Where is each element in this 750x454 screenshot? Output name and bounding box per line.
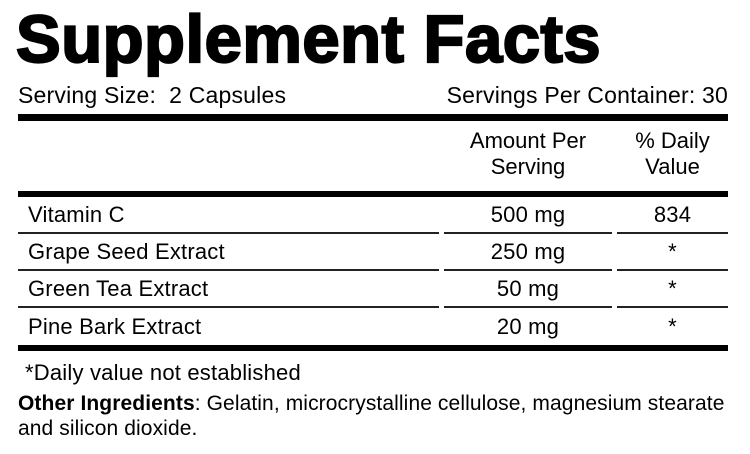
ingredient-name: Green Tea Extract (18, 271, 439, 308)
ingredient-name: Pine Bark Extract (28, 313, 202, 339)
table-row (18, 234, 728, 271)
table-row (18, 271, 728, 308)
ingredient-name: Vitamin C (18, 197, 439, 234)
ingredient-amount: 50 mg (444, 271, 612, 308)
dv-header-line2: Value (645, 154, 700, 179)
ingredient-daily-value: * (617, 271, 728, 308)
dv-header-line1: % Daily (635, 128, 710, 153)
serving-size (18, 82, 286, 109)
other-ingredients-label: Other Ingredients (18, 392, 195, 415)
thick-divider-bottom (18, 345, 728, 351)
serving-info-row (18, 82, 728, 109)
thick-divider-top (18, 114, 728, 121)
amount-header-line1: Amount Per (469, 128, 587, 153)
ingredient-amount: 20 mg (496, 313, 560, 339)
supplement-facts-panel (0, 2, 750, 454)
ingredient-daily-value: * (617, 234, 728, 271)
page-title: Supplement Facts (16, 2, 602, 77)
ingredient-daily-value: 834 (617, 197, 728, 234)
daily-value-footnote: *Daily value not established (25, 360, 301, 385)
serving-size-value: 2 Capsules (169, 82, 287, 108)
amount-header-line2: Serving (490, 154, 566, 179)
ingredient-name: Grape Seed Extract (18, 234, 439, 271)
table-row (18, 197, 728, 234)
servings-per-container: Servings Per Container: 30 (446, 82, 728, 108)
ingredient-amount: 250 mg (444, 234, 612, 271)
table-header-row (18, 121, 728, 191)
table-row (18, 308, 728, 345)
ingredient-amount: 500 mg (444, 197, 612, 234)
serving-size-label: Serving Size: (18, 82, 157, 108)
amount-per-serving-header (444, 128, 612, 180)
other-ingredients-text: : Gelatin, microcrystalline cellulose, magnesium stearate (194, 392, 725, 415)
ingredient-column-spacer (18, 128, 439, 180)
ingredient-daily-value: * (668, 313, 677, 339)
other-ingredients (18, 391, 728, 441)
daily-value-header (617, 128, 728, 180)
other-ingredients-text-line2: and silicon dioxide. (18, 417, 198, 440)
